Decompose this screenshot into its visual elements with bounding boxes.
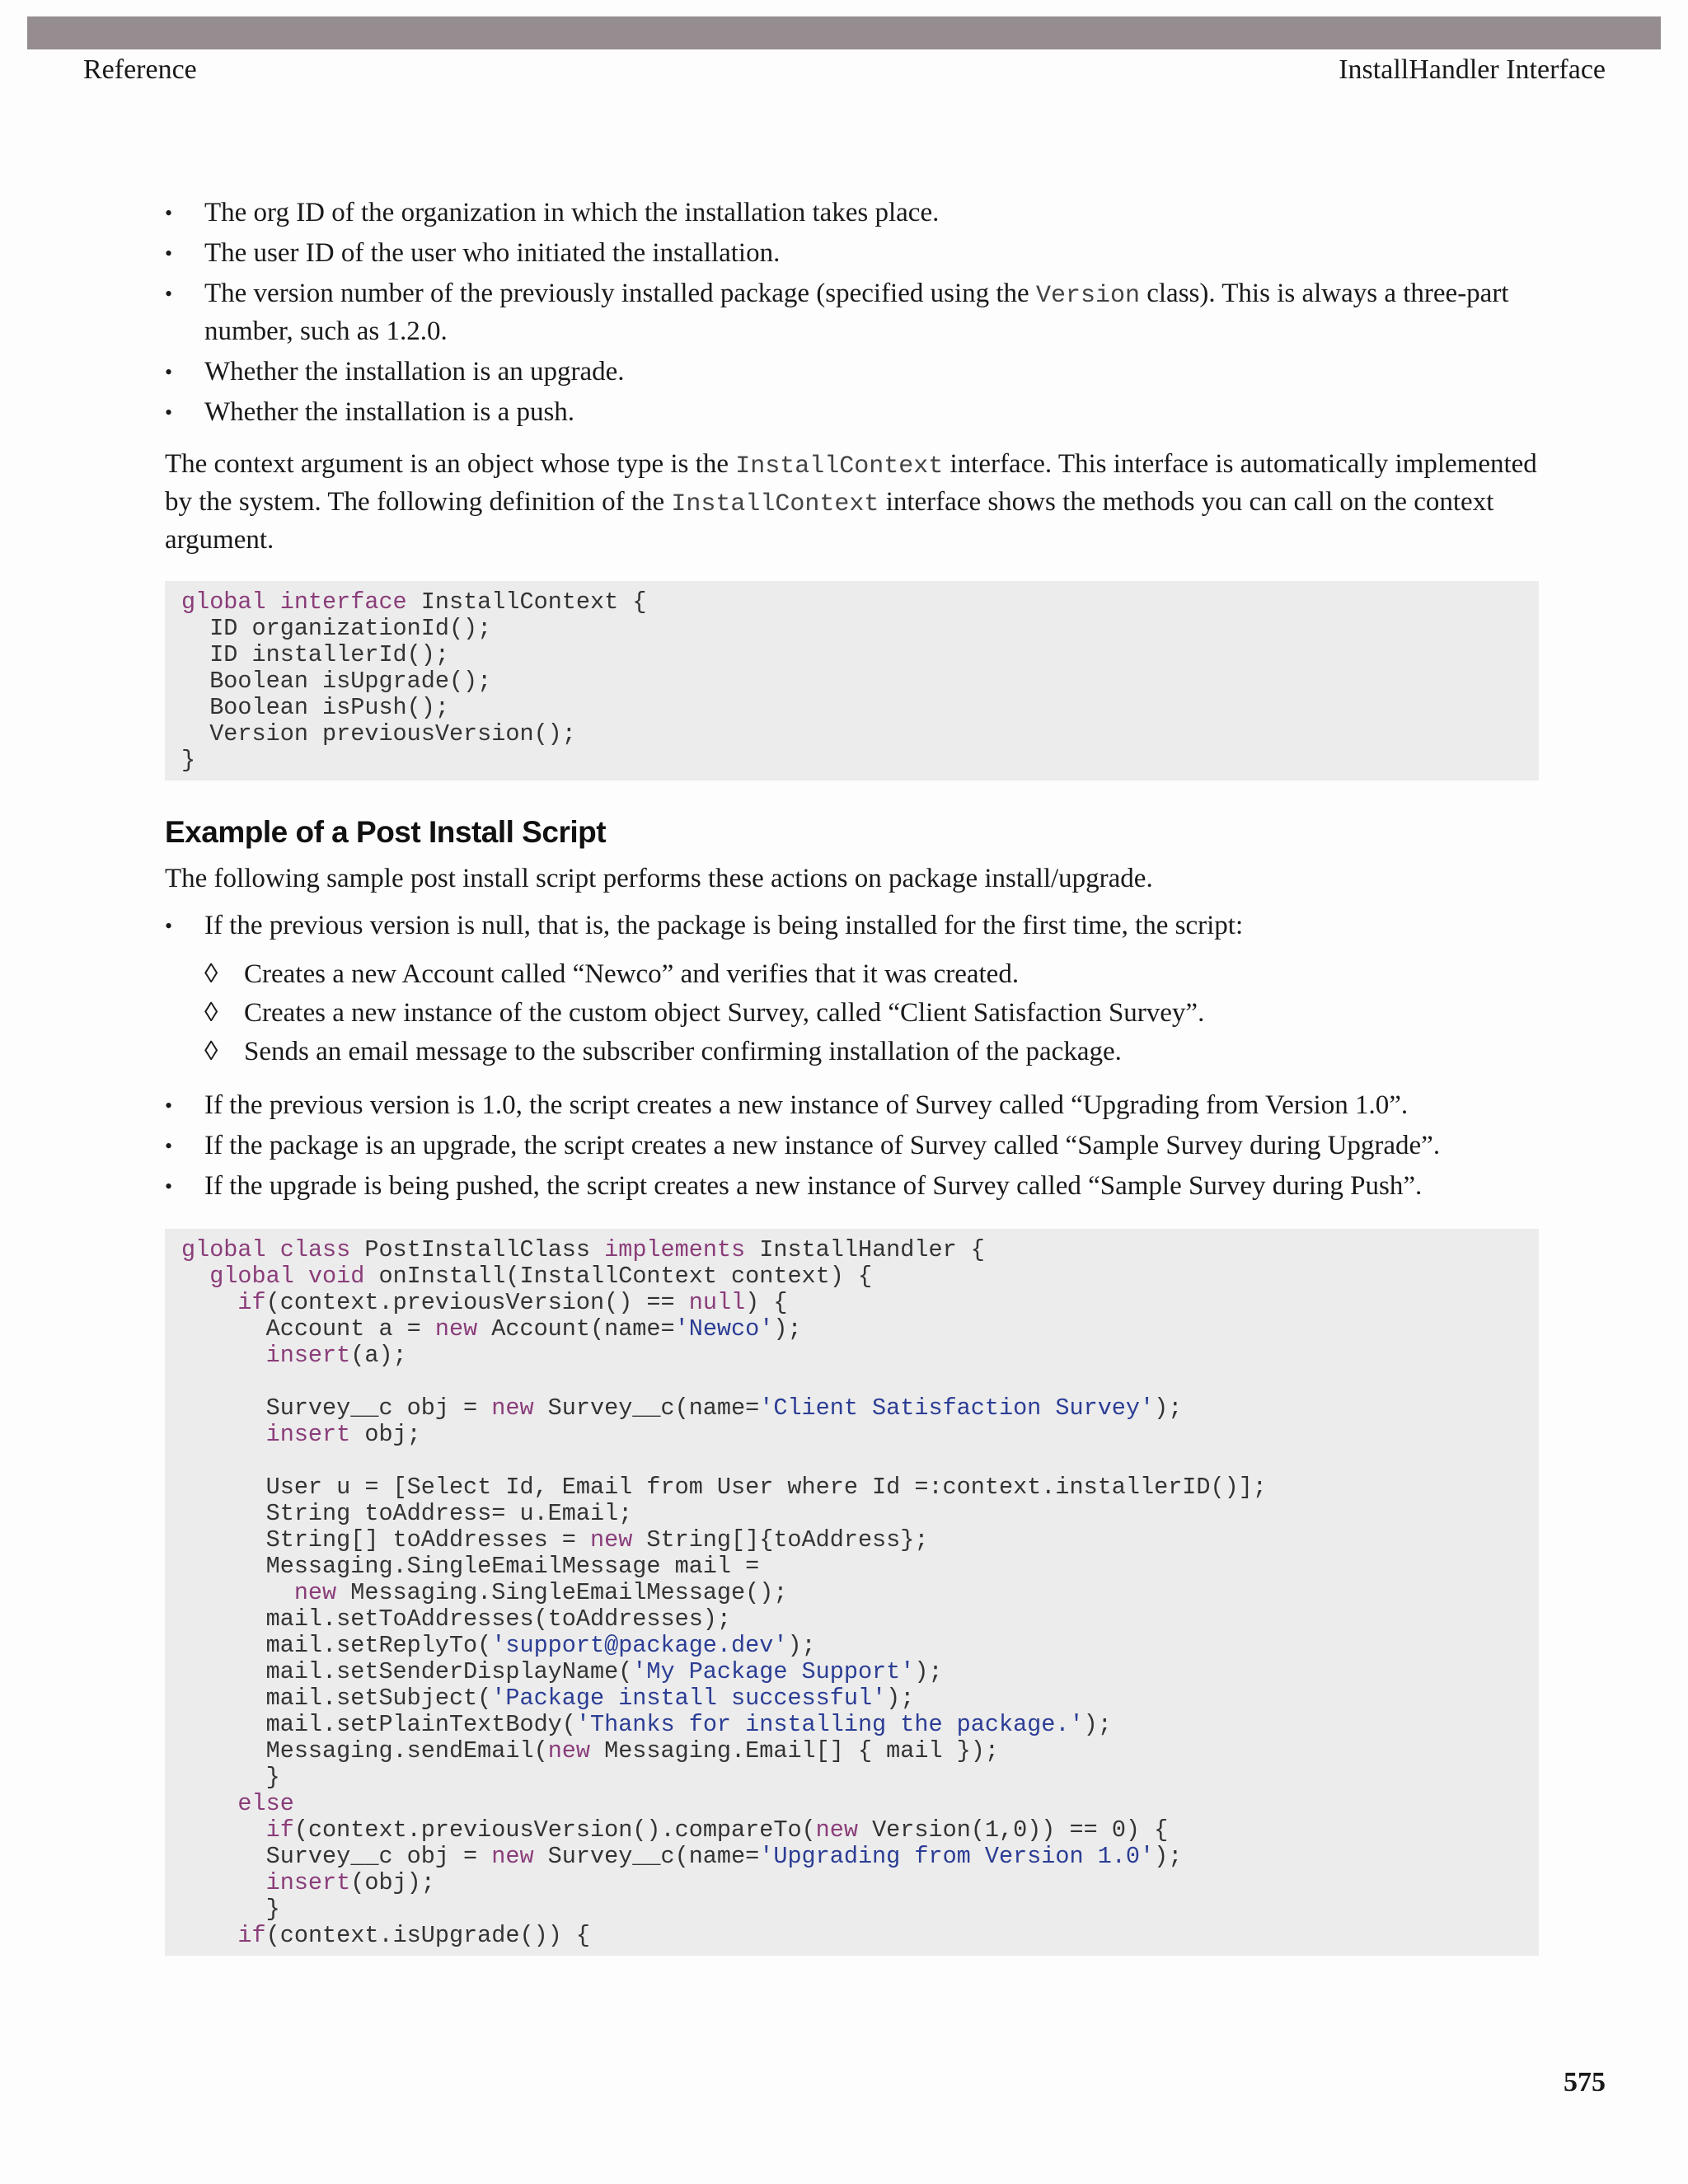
code-keyword: global [181,1236,266,1263]
code-text: mail.setToAddresses(toAddresses); [181,1605,732,1633]
code-text: mail.setSubject( [181,1685,492,1712]
list-item-text: The version number of the previously installed package (specified using the [204,279,1036,308]
code-line [181,1474,1267,1501]
code-line [181,1790,294,1817]
code-line [181,1869,435,1896]
code-string: 'Package install successful' [491,1685,887,1712]
code-text: (a); [350,1342,407,1369]
code-line [181,1922,590,1949]
list-item: • If the package is an upgrade, the script creates a new instance of Survey called “Sample Survey during Upgrade”. [165,1128,1550,1164]
list-item [165,276,1550,349]
code-text: Messaging.sendEmail( [181,1737,548,1765]
code-line [181,1500,632,1527]
list-item: • If the previous version is 1.0, the script creates a new instance of Survey called “Upgrading from Version 1.0”. [165,1088,1550,1123]
list-item: • The user ID of the user who initiated the installation. [165,236,1550,271]
code-text: Survey__c(name= [533,1394,760,1422]
code-text: } [181,1764,280,1791]
code-text: ID organizationId(); ID installerId(); Boolean isUpgrade(); Boolean isPush(); Version previousVersion(); } [181,615,576,774]
code-keyword: insert [265,1342,351,1369]
code-string: 'support@package.dev' [491,1632,788,1659]
code-string: 'Newco' [674,1315,774,1343]
code-string: 'Client Satisfaction Survey' [759,1394,1155,1422]
code-text [181,1869,266,1896]
code-line [181,1421,421,1448]
code-text: ); [886,1685,915,1712]
code-keyword: else [237,1790,294,1817]
code-line [181,1553,759,1580]
code-line [181,1816,1168,1844]
code-text: (obj); [350,1869,435,1896]
code-text [181,1342,266,1369]
code-text: String[]{toAddress}; [632,1526,929,1554]
list-item: • If the upgrade is being pushed, the script creates a new instance of Survey called “Sample Survey during Push”. [165,1169,1550,1204]
section-heading: Example of a Post Install Script [165,815,607,849]
code-text: ); [914,1658,943,1685]
code-line [181,1764,280,1791]
code-keyword: global [181,588,266,616]
code-line [181,1711,1112,1738]
page-number: 575 [1564,2067,1606,2097]
section-intro: The following sample post install script performs these actions on package install/upgrade. [165,864,1153,893]
code-text [181,1421,266,1448]
code-text: mail.setPlainTextBody( [181,1711,576,1738]
code-keyword: new [491,1843,534,1870]
code-text [181,1922,237,1949]
code-text: Survey__c(name= [533,1843,760,1870]
code-line [181,1289,787,1316]
actions-bullet-list [165,908,1550,944]
code-text: Messaging.SingleEmailMessage mail = [181,1553,760,1580]
inline-code: InstallContext [735,452,944,480]
code-line [181,1315,802,1343]
code-line [181,1342,407,1369]
code-text: InstallHandler { [745,1236,985,1263]
code-text: Survey__c obj = [181,1843,492,1870]
code-text: obj; [350,1421,421,1448]
code-keyword: if [265,1816,294,1844]
code-text: Messaging.SingleEmailMessage(); [336,1579,788,1606]
code-keyword: null [688,1289,746,1316]
code-text: onInstall(InstallContext context) { [364,1263,873,1290]
paragraph-text: The context argument is an object whose type is the [165,449,736,479]
code-text: Account a = [181,1315,435,1343]
code-text: ); [1154,1843,1183,1870]
list-item: • The org ID of the organization in which the installation takes place. [165,195,1550,231]
code-keyword: insert [265,1421,351,1448]
code-keyword: new [589,1526,633,1554]
code-keyword: implements [604,1236,746,1263]
header-section-label: Reference [83,54,197,85]
code-text: Survey__c obj = [181,1394,492,1422]
code-keyword: if [237,1289,266,1316]
list-item: • Whether the installation is a push. [165,395,1550,430]
code-text: ); [1083,1711,1112,1738]
code-text: (context.previousVersion().compareTo( [293,1816,816,1844]
code-keyword: insert [265,1869,351,1896]
code-block-install-context [165,581,1539,780]
sub-list-item: ◊ Sends an email message to the subscriber confirming installation of the package. [204,1034,1550,1070]
code-keyword: new [491,1394,534,1422]
code-text [181,1289,237,1316]
code-line [181,1605,731,1633]
header-topic-label: InstallHandler Interface [1339,54,1606,85]
sub-bullet-list [204,957,1550,1070]
code-text: String toAddress= u.Email; [181,1500,633,1527]
code-line [181,1685,914,1712]
actions-bullet-list-continued [165,1088,1550,1204]
code-keyword: new [293,1579,337,1606]
code-keyword: global [209,1263,294,1290]
code-text: PostInstallClass [350,1236,605,1263]
code-text: User u = [Select Id, Email from User where Id =:context.installerID()]; [181,1474,1267,1501]
page-content [165,191,1550,1956]
code-line [181,1236,985,1263]
code-text [266,1236,280,1263]
code-text [294,1263,308,1290]
code-text: ); [773,1315,802,1343]
code-text: ) { [745,1289,788,1316]
code-text: Messaging.Email[] { mail }); [590,1737,999,1765]
paragraph-text: interface. This interface is automatically implemented by the system. The following definition of the [165,449,1537,517]
inline-code: InstallContext [671,490,879,518]
code-keyword: new [815,1816,858,1844]
code-line [181,1658,943,1685]
code-block-post-install [165,1229,1539,1956]
code-keyword: interface [279,588,407,616]
intro-bullet-list [165,195,1550,430]
code-text [181,1816,266,1844]
code-text: Version(1,0)) == 0) { [857,1816,1169,1844]
code-text: } [181,1896,280,1923]
code-text: ); [1154,1394,1183,1422]
code-line [181,1737,999,1765]
code-keyword: class [279,1236,351,1263]
context-paragraph [165,447,1550,558]
code-text: Account(name= [477,1315,675,1343]
list-item: • If the previous version is null, that is, the package is being installed for the first time, the script: [165,908,1550,944]
code-line [181,1526,928,1554]
code-line [181,1896,280,1923]
code-text: String[] toAddresses = [181,1526,590,1554]
header-bar [27,16,1661,49]
code-text [181,1790,237,1817]
code-line [181,1843,1182,1870]
code-text: (context.previousVersion() == [265,1289,689,1316]
code-line [181,1394,1182,1422]
code-string: 'Upgrading from Version 1.0' [759,1843,1155,1870]
code-line [181,1579,787,1606]
code-text: (context.isUpgrade()) { [265,1922,591,1949]
sub-list-item: ◊ Creates a new instance of the custom object Survey, called “Client Satisfaction Survey”. [204,996,1550,1031]
code-text [181,1579,294,1606]
list-item-text: class). This is always a three-part number, such as 1.2.0. [204,279,1509,346]
code-string: 'Thanks for installing the package.' [575,1711,1084,1738]
code-keyword: new [434,1315,478,1343]
inline-code: Version [1035,282,1140,310]
code-text: mail.setSenderDisplayName( [181,1658,633,1685]
code-keyword: if [237,1922,266,1949]
code-text [181,1263,209,1290]
paragraph-text: interface shows the methods you can call on the context argument. [165,487,1494,555]
code-string: 'My Package Support' [632,1658,915,1685]
code-line [181,1263,872,1290]
code-line [181,1632,816,1659]
code-text: mail.setReplyTo( [181,1632,492,1659]
list-item: • Whether the installation is an upgrade. [165,354,1550,390]
code-text: ); [787,1632,816,1659]
sub-list-item: ◊ Creates a new Account called “Newco” and verifies that it was created. [204,957,1550,992]
code-keyword: new [547,1737,590,1765]
code-keyword: void [307,1263,365,1290]
code-text: InstallContext { [406,588,647,616]
